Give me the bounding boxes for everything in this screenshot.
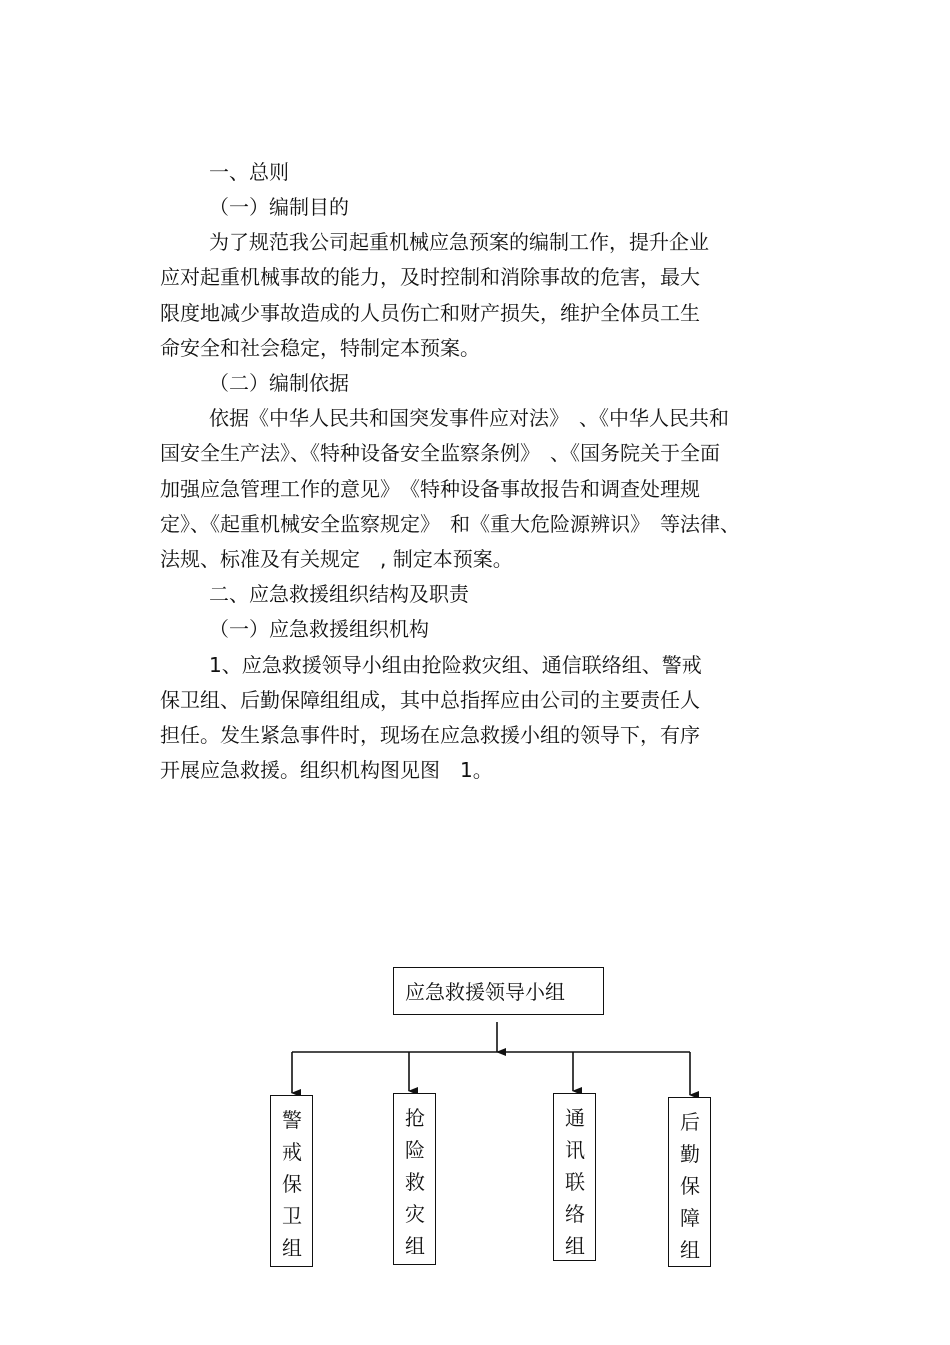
org-child-box	[668, 1097, 711, 1267]
org-child-label: 警戒保卫组	[282, 1108, 302, 1260]
org-child-label: 抢险救灾组	[405, 1106, 425, 1258]
paragraph-line: 国安全生产法》、《特种设备安全监察条例》 、《国务院关于全面	[160, 441, 720, 465]
paragraph-line: 应对起重机械事故的能力，及时控制和消除事故的危害，最大	[160, 265, 700, 289]
org-child-box	[270, 1095, 313, 1267]
heading-organization: 二、应急救援组织结构及职责	[209, 582, 469, 606]
subheading-org-structure: （一）应急救援组织机构	[209, 617, 429, 641]
org-child-box	[553, 1093, 596, 1261]
paragraph-line: 保卫组、后勤保障组组成，其中总指挥应由公司的主要责任人	[160, 688, 700, 712]
subheading-basis: （二）编制依据	[209, 371, 349, 395]
paragraph-line: 为了规范我公司起重机械应急预案的编制工作，提升企业	[209, 230, 709, 254]
paragraph-line: 依据《中华人民共和国突发事件应对法》 、《中华人民共和	[209, 406, 729, 430]
org-root-box	[393, 967, 604, 1015]
paragraph-line: 法规、标准及有关规定 , 制定本预案。	[160, 547, 513, 571]
org-root-label: 应急救援领导小组	[405, 980, 565, 1004]
paragraph-line: 命安全和社会稳定，特制定本预案。	[160, 336, 480, 360]
paragraph-line: 限度地减少事故造成的人员伤亡和财产损失，维护全体员工生	[160, 301, 700, 325]
paragraph-line: 加强应急管理工作的意见》 《特种设备事故报告和调查处理规	[160, 477, 700, 501]
paragraph-line: 定》、《起重机械安全监察规定》 和《重大危险源辨识》 等法律、	[160, 512, 740, 536]
paragraph-line: 开展应急救援。组织机构图见图 1。	[160, 758, 493, 782]
org-child-label: 通讯联络组	[565, 1106, 585, 1258]
paragraph-line: 担任。发生紧急事件时，现场在应急救援小组的领导下，有序	[160, 723, 700, 747]
heading-general: 一、总则	[209, 160, 289, 184]
org-child-box	[393, 1093, 436, 1265]
subheading-purpose: （一）编制目的	[209, 195, 349, 219]
org-child-label: 后勤保障组	[680, 1110, 700, 1262]
paragraph-line: 1、应急救援领导小组由抢险救灾组、通信联络组、警戒	[209, 653, 702, 677]
